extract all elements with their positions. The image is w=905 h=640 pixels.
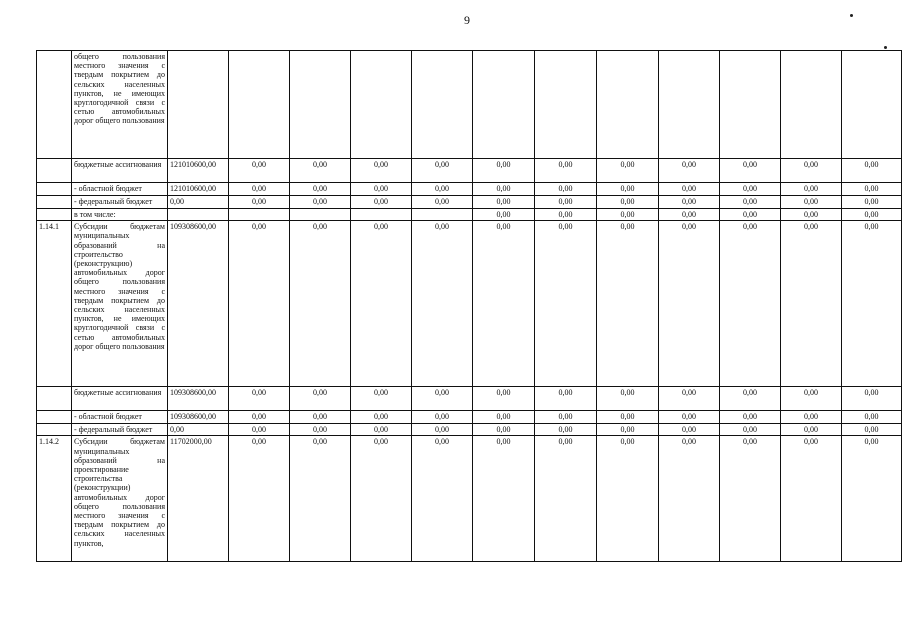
row-code [37,209,72,221]
scan-speck [850,14,853,17]
table-row [37,387,902,411]
year-value-cell: 0,00 [720,221,781,387]
year-value-cell [412,209,473,221]
year-value-cell: 0,00 [473,221,535,387]
row-total-amount: 0,00 [168,424,229,436]
year-value-cell: 0,00 [597,159,659,183]
table-row [37,196,902,209]
year-value-cell: 0,00 [720,196,781,209]
year-value-cell: 0,00 [290,196,351,209]
year-value-cell: 0,00 [412,183,473,196]
year-value-cell: 0,00 [781,196,842,209]
row-code [37,196,72,209]
year-value-cell: 0,00 [842,387,902,411]
year-value-cell [229,51,290,159]
row-description: бюджетные ассигнования [72,387,168,411]
year-value-cell: 0,00 [412,159,473,183]
year-value-cell: 0,00 [781,159,842,183]
year-value-cell: 0,00 [597,411,659,424]
year-value-cell [597,51,659,159]
table-row [37,159,902,183]
row-total-amount: 109308600,00 [168,387,229,411]
year-value-cell: 0,00 [535,424,597,436]
row-code: 1.14.1 [37,221,72,387]
year-value-cell: 0,00 [351,196,412,209]
row-description: Субсидии бюджетам муниципальных образований на проектирование строительства (реконструкции) автомобильных дорог общего пользования местного значения с твердым покрытием до сельских населенных пунктов, [72,436,168,562]
year-value-cell: 0,00 [659,221,720,387]
year-value-cell: 0,00 [535,436,597,562]
year-value-cell: 0,00 [720,183,781,196]
year-value-cell: 0,00 [597,221,659,387]
row-total-amount: 109308600,00 [168,221,229,387]
year-value-cell [229,209,290,221]
year-value-cell [351,209,412,221]
year-value-cell: 0,00 [720,209,781,221]
year-value-cell [720,51,781,159]
year-value-cell: 0,00 [290,424,351,436]
year-value-cell: 0,00 [659,183,720,196]
year-value-cell: 0,00 [597,209,659,221]
year-value-cell: 0,00 [412,411,473,424]
year-value-cell: 0,00 [659,159,720,183]
table-row [37,424,902,436]
scan-speck [884,46,887,49]
year-value-cell: 0,00 [229,411,290,424]
year-value-cell: 0,00 [842,424,902,436]
year-value-cell: 0,00 [842,159,902,183]
row-total-amount [168,209,229,221]
row-total-amount: 121010600,00 [168,183,229,196]
year-value-cell: 0,00 [535,159,597,183]
row-description: - областной бюджет [72,183,168,196]
year-value-cell: 0,00 [659,436,720,562]
year-value-cell: 0,00 [412,387,473,411]
year-value-cell: 0,00 [412,424,473,436]
year-value-cell: 0,00 [473,411,535,424]
row-total-amount: 0,00 [168,196,229,209]
year-value-cell [535,51,597,159]
year-value-cell: 0,00 [473,183,535,196]
year-value-cell: 0,00 [597,183,659,196]
row-description: бюджетные ассигнования [72,159,168,183]
year-value-cell: 0,00 [659,424,720,436]
row-description: - федеральный бюджет [72,196,168,209]
year-value-cell: 0,00 [781,183,842,196]
year-value-cell: 0,00 [535,209,597,221]
row-code [37,183,72,196]
year-value-cell: 0,00 [290,387,351,411]
year-value-cell: 0,00 [290,221,351,387]
year-value-cell: 0,00 [351,387,412,411]
year-value-cell: 0,00 [351,411,412,424]
year-value-cell: 0,00 [290,159,351,183]
row-description: Субсидии бюджетам муниципальных образований на строительство (реконструкцию) автомобильных дорог общего пользования местного значения с твердым покрытием до сельских населенных пунктов, не имеющих круглогодичной связи с сетью автомобильных дорог общего пользования [72,221,168,387]
row-code [37,51,72,159]
year-value-cell [351,51,412,159]
year-value-cell: 0,00 [597,387,659,411]
year-value-cell: 0,00 [473,159,535,183]
year-value-cell: 0,00 [842,221,902,387]
year-value-cell: 0,00 [842,436,902,562]
year-value-cell: 0,00 [473,436,535,562]
year-value-cell: 0,00 [535,411,597,424]
year-value-cell: 0,00 [781,411,842,424]
year-value-cell: 0,00 [412,436,473,562]
year-value-cell: 0,00 [659,196,720,209]
row-code [37,387,72,411]
row-description: в том числе: [72,209,168,221]
year-value-cell: 0,00 [229,436,290,562]
table-row [37,51,902,159]
year-value-cell: 0,00 [781,387,842,411]
year-value-cell: 0,00 [781,424,842,436]
budget-table [36,50,902,562]
year-value-cell: 0,00 [720,411,781,424]
year-value-cell: 0,00 [720,159,781,183]
year-value-cell: 0,00 [412,196,473,209]
year-value-cell [842,51,902,159]
year-value-cell: 0,00 [597,436,659,562]
row-code: 1.14.2 [37,436,72,562]
row-description: общего пользования местного значения с твердым покрытием до сельских населенных пунктов, не имеющих круглогодичной связи с сетью автомобильных дорог общего пользования [72,51,168,159]
table-row [37,411,902,424]
year-value-cell [781,51,842,159]
year-value-cell: 0,00 [842,183,902,196]
year-value-cell: 0,00 [597,196,659,209]
table-row [37,221,902,387]
year-value-cell: 0,00 [473,424,535,436]
year-value-cell: 0,00 [659,387,720,411]
year-value-cell: 0,00 [229,159,290,183]
row-code [37,424,72,436]
year-value-cell [473,51,535,159]
row-total-amount: 109308600,00 [168,411,229,424]
year-value-cell: 0,00 [659,411,720,424]
year-value-cell: 0,00 [781,221,842,387]
year-value-cell [412,51,473,159]
year-value-cell: 0,00 [781,209,842,221]
year-value-cell: 0,00 [351,424,412,436]
row-description: - областной бюджет [72,411,168,424]
row-description: - федеральный бюджет [72,424,168,436]
year-value-cell: 0,00 [781,436,842,562]
row-total-amount [168,51,229,159]
table-row [37,436,902,562]
year-value-cell: 0,00 [351,436,412,562]
year-value-cell: 0,00 [229,424,290,436]
year-value-cell: 0,00 [351,159,412,183]
year-value-cell [290,209,351,221]
table-row [37,183,902,196]
year-value-cell: 0,00 [535,196,597,209]
year-value-cell: 0,00 [412,221,473,387]
year-value-cell: 0,00 [473,387,535,411]
year-value-cell: 0,00 [535,183,597,196]
year-value-cell: 0,00 [473,209,535,221]
year-value-cell: 0,00 [659,209,720,221]
year-value-cell: 0,00 [351,221,412,387]
table-row [37,209,902,221]
year-value-cell: 0,00 [290,411,351,424]
year-value-cell: 0,00 [842,209,902,221]
row-code [37,159,72,183]
year-value-cell: 0,00 [229,387,290,411]
row-total-amount: 121010600,00 [168,159,229,183]
year-value-cell: 0,00 [842,196,902,209]
page-number: 9 [464,13,470,27]
year-value-cell: 0,00 [597,424,659,436]
year-value-cell: 0,00 [720,436,781,562]
year-value-cell [290,51,351,159]
year-value-cell: 0,00 [535,387,597,411]
year-value-cell: 0,00 [229,183,290,196]
year-value-cell [659,51,720,159]
year-value-cell: 0,00 [842,411,902,424]
year-value-cell: 0,00 [535,221,597,387]
year-value-cell: 0,00 [229,196,290,209]
year-value-cell: 0,00 [720,387,781,411]
year-value-cell: 0,00 [351,183,412,196]
year-value-cell: 0,00 [229,221,290,387]
year-value-cell: 0,00 [290,183,351,196]
year-value-cell: 0,00 [290,436,351,562]
row-code [37,411,72,424]
year-value-cell: 0,00 [720,424,781,436]
year-value-cell: 0,00 [473,196,535,209]
row-total-amount: 11702000,00 [168,436,229,562]
